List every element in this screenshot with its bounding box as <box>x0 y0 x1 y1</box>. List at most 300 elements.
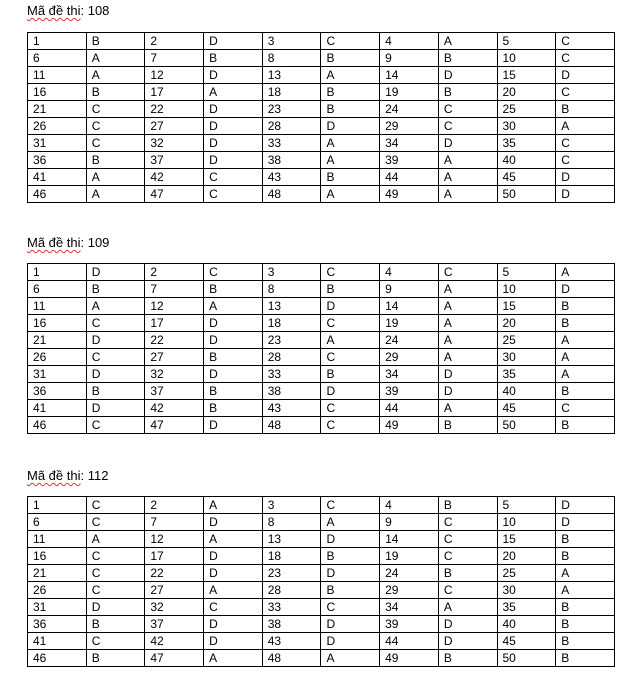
question-number-cell: 8 <box>262 281 321 298</box>
answer-cell: B <box>204 400 263 417</box>
answer-cell: A <box>321 332 380 349</box>
question-number-cell: 26 <box>28 349 87 366</box>
answer-cell: C <box>438 531 497 548</box>
answer-cell: D <box>86 264 145 281</box>
table-row <box>28 349 615 366</box>
answer-cell: B <box>321 84 380 101</box>
question-number-cell: 11 <box>28 531 87 548</box>
question-number-cell: 25 <box>497 565 556 582</box>
answer-cell: A <box>438 281 497 298</box>
question-number-cell: 10 <box>497 281 556 298</box>
answer-cell: A <box>556 582 615 599</box>
answer-cell: B <box>556 417 615 434</box>
answer-cell: B <box>556 531 615 548</box>
answer-cell: B <box>86 650 145 667</box>
question-number-cell: 36 <box>28 616 87 633</box>
question-number-cell: 35 <box>497 599 556 616</box>
answer-cell: B <box>204 281 263 298</box>
answer-cell: C <box>86 315 145 332</box>
answer-cell: D <box>204 417 263 434</box>
question-number-cell: 14 <box>380 298 439 315</box>
question-number-cell: 34 <box>380 366 439 383</box>
answer-cell: D <box>438 135 497 152</box>
answer-cell: D <box>204 315 263 332</box>
question-number-cell: 5 <box>497 264 556 281</box>
answer-cell: D <box>204 33 263 50</box>
answer-cell: A <box>204 582 263 599</box>
question-number-cell: 2 <box>145 497 204 514</box>
question-number-cell: 18 <box>262 84 321 101</box>
answer-cell: D <box>321 565 380 582</box>
question-number-cell: 15 <box>497 531 556 548</box>
answer-cell: D <box>556 67 615 84</box>
question-number-cell: 50 <box>497 650 556 667</box>
answer-cell: B <box>556 315 615 332</box>
table-row <box>28 33 615 50</box>
question-number-cell: 41 <box>28 633 87 650</box>
answer-cell: A <box>86 50 145 67</box>
answer-cell: C <box>556 152 615 169</box>
answer-cell: C <box>556 33 615 50</box>
answer-cell: D <box>204 514 263 531</box>
question-number-cell: 41 <box>28 400 87 417</box>
question-number-cell: 38 <box>262 616 321 633</box>
question-number-cell: 33 <box>262 135 321 152</box>
answer-cell: C <box>556 50 615 67</box>
question-number-cell: 43 <box>262 400 321 417</box>
answer-cell: C <box>321 599 380 616</box>
answer-cell: C <box>438 264 497 281</box>
exam-code-value: : 109 <box>80 235 110 250</box>
question-number-cell: 12 <box>145 298 204 315</box>
answer-cell: B <box>204 349 263 366</box>
table-row <box>28 281 615 298</box>
table-row <box>28 186 615 203</box>
question-number-cell: 16 <box>28 84 87 101</box>
table-row <box>28 497 615 514</box>
question-number-cell: 35 <box>497 366 556 383</box>
question-number-cell: 49 <box>380 417 439 434</box>
question-number-cell: 43 <box>262 169 321 186</box>
answer-cell: A <box>321 514 380 531</box>
answer-cell: C <box>438 548 497 565</box>
question-number-cell: 19 <box>380 315 439 332</box>
question-number-cell: 47 <box>145 650 204 667</box>
question-number-cell: 20 <box>497 84 556 101</box>
answer-cell: A <box>86 531 145 548</box>
question-number-cell: 3 <box>262 264 321 281</box>
question-number-cell: 4 <box>380 33 439 50</box>
answer-cell: B <box>321 50 380 67</box>
question-number-cell: 45 <box>497 400 556 417</box>
question-number-cell: 37 <box>145 383 204 400</box>
question-number-cell: 14 <box>380 67 439 84</box>
question-number-cell: 6 <box>28 281 87 298</box>
table-row <box>28 599 615 616</box>
question-number-cell: 38 <box>262 383 321 400</box>
question-number-cell: 27 <box>145 118 204 135</box>
question-number-cell: 39 <box>380 616 439 633</box>
answer-key-table <box>27 32 615 203</box>
answer-cell: C <box>86 633 145 650</box>
answer-cell: C <box>86 135 145 152</box>
question-number-cell: 24 <box>380 101 439 118</box>
question-number-cell: 3 <box>262 33 321 50</box>
answer-cell: D <box>321 298 380 315</box>
question-number-cell: 46 <box>28 186 87 203</box>
question-number-cell: 44 <box>380 400 439 417</box>
table-row <box>28 264 615 281</box>
question-number-cell: 23 <box>262 332 321 349</box>
answer-cell: A <box>438 599 497 616</box>
answer-cell: B <box>321 281 380 298</box>
answer-cell: B <box>86 33 145 50</box>
question-number-cell: 44 <box>380 633 439 650</box>
answer-cell: D <box>86 332 145 349</box>
answer-cell: D <box>86 599 145 616</box>
answer-cell: A <box>204 298 263 315</box>
question-number-cell: 28 <box>262 118 321 135</box>
question-number-cell: 42 <box>145 169 204 186</box>
answer-cell: C <box>321 33 380 50</box>
answer-cell: D <box>556 514 615 531</box>
question-number-cell: 5 <box>497 497 556 514</box>
answer-cell: C <box>204 169 263 186</box>
answer-cell: A <box>438 152 497 169</box>
answer-cell: B <box>86 616 145 633</box>
answer-cell: D <box>204 366 263 383</box>
answer-cell: A <box>204 497 263 514</box>
table-row <box>28 152 615 169</box>
question-number-cell: 34 <box>380 135 439 152</box>
exam-code-heading <box>27 3 109 19</box>
question-number-cell: 1 <box>28 264 87 281</box>
question-number-cell: 4 <box>380 497 439 514</box>
answer-cell: D <box>204 616 263 633</box>
question-number-cell: 33 <box>262 599 321 616</box>
table-row <box>28 332 615 349</box>
question-number-cell: 10 <box>497 514 556 531</box>
question-number-cell: 25 <box>497 101 556 118</box>
question-number-cell: 40 <box>497 383 556 400</box>
question-number-cell: 33 <box>262 366 321 383</box>
answer-cell: C <box>204 186 263 203</box>
answer-cell: B <box>204 383 263 400</box>
answer-cell: D <box>86 400 145 417</box>
question-number-cell: 28 <box>262 349 321 366</box>
table-row <box>28 67 615 84</box>
answer-cell: A <box>556 332 615 349</box>
answer-cell: D <box>321 616 380 633</box>
answer-cell: C <box>204 599 263 616</box>
answer-cell: D <box>86 366 145 383</box>
answer-cell: D <box>556 169 615 186</box>
question-number-cell: 32 <box>145 135 204 152</box>
question-number-cell: 2 <box>145 33 204 50</box>
answer-cell: D <box>204 332 263 349</box>
question-number-cell: 37 <box>145 616 204 633</box>
answer-cell: B <box>556 616 615 633</box>
question-number-cell: 45 <box>497 633 556 650</box>
question-number-cell: 31 <box>28 135 87 152</box>
question-number-cell: 21 <box>28 101 87 118</box>
answer-cell: C <box>438 118 497 135</box>
answer-cell: A <box>86 186 145 203</box>
answer-cell: D <box>556 281 615 298</box>
question-number-cell: 9 <box>380 514 439 531</box>
answer-cell: C <box>86 497 145 514</box>
answer-cell: B <box>86 152 145 169</box>
answer-cell: A <box>438 298 497 315</box>
answer-cell: A <box>321 650 380 667</box>
table-row <box>28 417 615 434</box>
table-row <box>28 366 615 383</box>
question-number-cell: 7 <box>145 514 204 531</box>
answer-cell: C <box>86 118 145 135</box>
question-number-cell: 15 <box>497 67 556 84</box>
answer-cell: A <box>321 67 380 84</box>
table-row <box>28 633 615 650</box>
exam-code-value: : 108 <box>80 3 110 18</box>
question-number-cell: 1 <box>28 33 87 50</box>
question-number-cell: 28 <box>262 582 321 599</box>
question-number-cell: 17 <box>145 315 204 332</box>
question-number-cell: 29 <box>380 349 439 366</box>
answer-cell: A <box>438 332 497 349</box>
question-number-cell: 18 <box>262 548 321 565</box>
answer-cell: C <box>438 514 497 531</box>
table-row <box>28 298 615 315</box>
table-row <box>28 169 615 186</box>
question-number-cell: 30 <box>497 118 556 135</box>
answer-cell: B <box>321 582 380 599</box>
question-number-cell: 38 <box>262 152 321 169</box>
answer-cell: B <box>556 548 615 565</box>
question-number-cell: 50 <box>497 186 556 203</box>
answer-cell: B <box>438 565 497 582</box>
question-number-cell: 30 <box>497 349 556 366</box>
answer-cell: A <box>321 152 380 169</box>
question-number-cell: 48 <box>262 417 321 434</box>
answer-cell: A <box>438 186 497 203</box>
question-number-cell: 4 <box>380 264 439 281</box>
answer-cell: A <box>86 169 145 186</box>
question-number-cell: 26 <box>28 582 87 599</box>
question-number-cell: 17 <box>145 84 204 101</box>
question-number-cell: 18 <box>262 315 321 332</box>
question-number-cell: 42 <box>145 400 204 417</box>
table-row <box>28 514 615 531</box>
question-number-cell: 46 <box>28 650 87 667</box>
question-number-cell: 45 <box>497 169 556 186</box>
exam-code-label: Mã đề thi <box>27 468 81 483</box>
table-row <box>28 400 615 417</box>
answer-cell: A <box>556 264 615 281</box>
question-number-cell: 22 <box>145 332 204 349</box>
table-row <box>28 135 615 152</box>
question-number-cell: 7 <box>145 50 204 67</box>
answer-cell: D <box>204 152 263 169</box>
question-number-cell: 20 <box>497 315 556 332</box>
question-number-cell: 31 <box>28 599 87 616</box>
question-number-cell: 23 <box>262 101 321 118</box>
question-number-cell: 25 <box>497 332 556 349</box>
answer-cell: B <box>438 417 497 434</box>
answer-cell: C <box>86 565 145 582</box>
answer-cell: A <box>438 400 497 417</box>
answer-cell: A <box>556 118 615 135</box>
question-number-cell: 47 <box>145 417 204 434</box>
table-row <box>28 548 615 565</box>
answer-cell: B <box>86 383 145 400</box>
answer-cell: A <box>438 169 497 186</box>
question-number-cell: 47 <box>145 186 204 203</box>
answer-cell: D <box>204 548 263 565</box>
question-number-cell: 6 <box>28 514 87 531</box>
answer-cell: D <box>438 366 497 383</box>
answer-cell: A <box>204 531 263 548</box>
question-number-cell: 20 <box>497 548 556 565</box>
question-number-cell: 19 <box>380 548 439 565</box>
question-number-cell: 17 <box>145 548 204 565</box>
question-number-cell: 3 <box>262 497 321 514</box>
question-number-cell: 49 <box>380 186 439 203</box>
question-number-cell: 24 <box>380 332 439 349</box>
question-number-cell: 31 <box>28 366 87 383</box>
question-number-cell: 42 <box>145 633 204 650</box>
question-number-cell: 34 <box>380 599 439 616</box>
exam-code-value: : 112 <box>80 468 109 483</box>
answer-cell: A <box>86 67 145 84</box>
answer-cell: D <box>321 633 380 650</box>
answer-cell: B <box>556 599 615 616</box>
answer-cell: C <box>556 135 615 152</box>
answer-cell: C <box>321 417 380 434</box>
question-number-cell: 36 <box>28 383 87 400</box>
exam-code-heading <box>27 235 109 251</box>
question-number-cell: 30 <box>497 582 556 599</box>
answer-cell: C <box>321 264 380 281</box>
question-number-cell: 26 <box>28 118 87 135</box>
answer-cell: B <box>556 633 615 650</box>
answer-cell: A <box>556 565 615 582</box>
answer-cell: B <box>556 383 615 400</box>
table-row <box>28 118 615 135</box>
answer-cell: C <box>204 264 263 281</box>
question-number-cell: 37 <box>145 152 204 169</box>
answer-key-table <box>27 263 615 434</box>
exam-code-label: Mã đề thi <box>27 3 81 18</box>
question-number-cell: 13 <box>262 298 321 315</box>
answer-cell: B <box>556 298 615 315</box>
answer-cell: C <box>556 400 615 417</box>
question-number-cell: 40 <box>497 152 556 169</box>
table-row <box>28 650 615 667</box>
question-number-cell: 32 <box>145 366 204 383</box>
answer-cell: B <box>321 366 380 383</box>
table-row <box>28 565 615 582</box>
answer-cell: D <box>204 135 263 152</box>
answer-cell: B <box>321 548 380 565</box>
question-number-cell: 7 <box>145 281 204 298</box>
question-number-cell: 13 <box>262 531 321 548</box>
question-number-cell: 19 <box>380 84 439 101</box>
table-row <box>28 84 615 101</box>
answer-cell: D <box>438 383 497 400</box>
answer-cell: B <box>86 281 145 298</box>
question-number-cell: 48 <box>262 186 321 203</box>
question-number-cell: 44 <box>380 169 439 186</box>
question-number-cell: 10 <box>497 50 556 67</box>
answer-cell: D <box>204 101 263 118</box>
question-number-cell: 6 <box>28 50 87 67</box>
question-number-cell: 48 <box>262 650 321 667</box>
answer-cell: D <box>438 633 497 650</box>
answer-cell: B <box>321 169 380 186</box>
question-number-cell: 8 <box>262 50 321 67</box>
answer-cell: C <box>86 514 145 531</box>
question-number-cell: 1 <box>28 497 87 514</box>
question-number-cell: 50 <box>497 417 556 434</box>
answer-cell: C <box>86 101 145 118</box>
table-row <box>28 50 615 67</box>
question-number-cell: 40 <box>497 616 556 633</box>
answer-cell: B <box>438 50 497 67</box>
question-number-cell: 13 <box>262 67 321 84</box>
answer-cell: D <box>204 67 263 84</box>
answer-cell: B <box>321 101 380 118</box>
answer-cell: D <box>321 531 380 548</box>
answer-cell: C <box>321 400 380 417</box>
question-number-cell: 8 <box>262 514 321 531</box>
answer-cell: D <box>204 633 263 650</box>
answer-cell: A <box>556 366 615 383</box>
answer-cell: A <box>86 298 145 315</box>
answer-cell: D <box>321 118 380 135</box>
answer-cell: D <box>321 383 380 400</box>
answer-cell: A <box>204 84 263 101</box>
answer-cell: C <box>86 548 145 565</box>
answer-cell: B <box>556 650 615 667</box>
question-number-cell: 24 <box>380 565 439 582</box>
table-row <box>28 315 615 332</box>
question-number-cell: 36 <box>28 152 87 169</box>
answer-cell: D <box>438 616 497 633</box>
answer-cell: C <box>86 582 145 599</box>
question-number-cell: 29 <box>380 582 439 599</box>
question-number-cell: 14 <box>380 531 439 548</box>
answer-cell: C <box>438 101 497 118</box>
table-row <box>28 383 615 400</box>
answer-cell: B <box>438 497 497 514</box>
question-number-cell: 27 <box>145 582 204 599</box>
question-number-cell: 41 <box>28 169 87 186</box>
answer-cell: A <box>438 33 497 50</box>
exam-code-label: Mã đề thi <box>27 235 81 250</box>
answer-cell: A <box>204 650 263 667</box>
question-number-cell: 49 <box>380 650 439 667</box>
answer-cell: D <box>556 186 615 203</box>
question-number-cell: 15 <box>497 298 556 315</box>
question-number-cell: 22 <box>145 101 204 118</box>
answer-cell: A <box>438 349 497 366</box>
answer-cell: A <box>438 315 497 332</box>
answer-cell: D <box>204 118 263 135</box>
question-number-cell: 16 <box>28 315 87 332</box>
answer-cell: A <box>556 349 615 366</box>
answer-cell: D <box>204 565 263 582</box>
question-number-cell: 21 <box>28 332 87 349</box>
